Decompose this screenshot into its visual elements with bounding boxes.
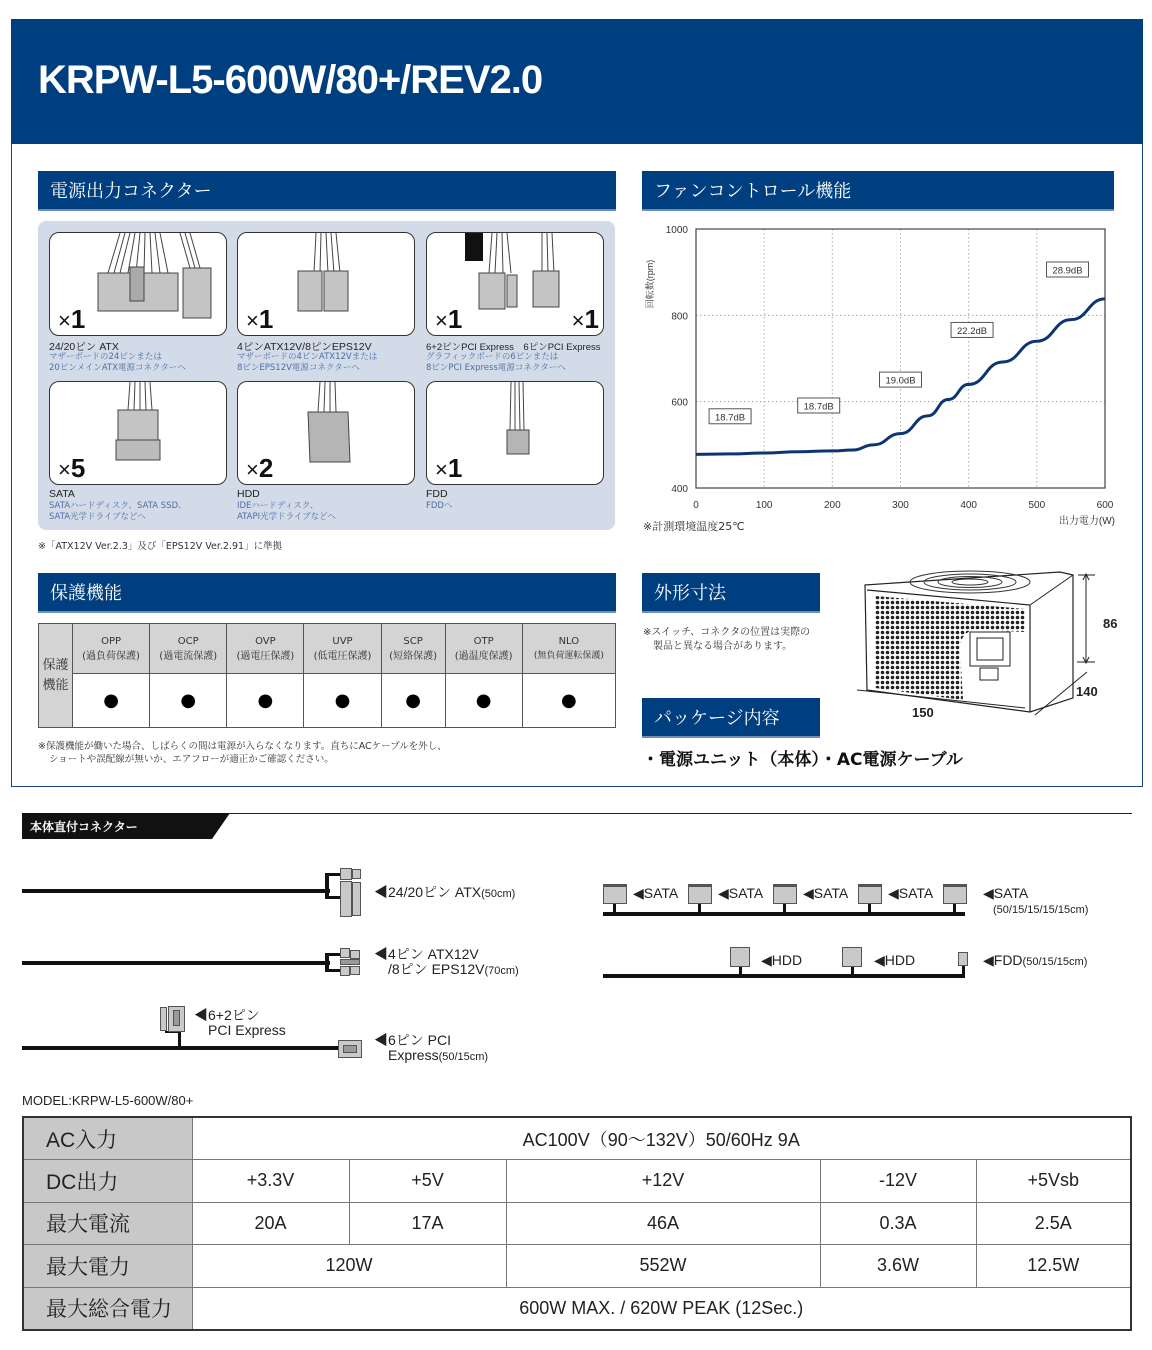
connector-desc: マザーボードの24ピンまたは 20ピンメインATX電源コネクターへ (49, 352, 186, 373)
connector-label: 4ピンATX12V/8ピンEPS12V (237, 341, 372, 353)
sata-label: ◀SATA (888, 885, 934, 901)
sata-label: ◀SATA (718, 885, 764, 901)
connectors-note: ※「ATX12V Ver.2.3」及び「EPS12V Ver.2.91」に準拠 (38, 541, 283, 552)
spec-cell: 600W MAX. / 620W PEAK (12Sec.) (192, 1287, 1131, 1330)
connectors-heading (38, 171, 616, 211)
connector-card-fdd (426, 381, 604, 485)
spec-row-label: AC入力 (23, 1117, 192, 1160)
hdd-connector-icon (842, 947, 862, 967)
eps-connector-icon (340, 948, 350, 958)
protection-col: OVP (過電圧保護) (227, 624, 304, 674)
spec-table (22, 1116, 1132, 1331)
spec-cell: 20A (192, 1202, 349, 1245)
connector-card-sata (49, 381, 227, 485)
spec-cell: 3.6W (820, 1245, 976, 1288)
eps-label: ◀4ピン ATX12V /8ピン EPS12V(70cm) (374, 946, 519, 977)
spec-cell: +5V (349, 1160, 506, 1203)
connector-qty-secondary: ×1 (571, 304, 599, 334)
dim-depth: 140 (1076, 684, 1098, 699)
connector-card-eps (237, 232, 415, 336)
x-tick-label: 500 (1028, 500, 1046, 511)
protection-mark: ● (73, 674, 150, 728)
y-tick-label: 400 (671, 484, 688, 495)
protection-table (38, 623, 616, 728)
y-axis-label: 回転数(rpm) (645, 259, 655, 309)
spec-row (23, 1160, 1131, 1203)
connector-card-atx (49, 232, 227, 336)
connector-desc: マザーボードの4ピンATX12Vまたは 8ピンEPS12V電源コネクターへ (237, 352, 378, 373)
fan-note: ※計測環境温度25℃ (643, 520, 745, 533)
protection-heading (38, 573, 616, 613)
x-tick-label: 300 (892, 500, 909, 511)
protection-mark: ● (445, 674, 522, 728)
package-heading-text: パッケージ内容 (654, 708, 780, 729)
connectors-panel (38, 221, 615, 530)
x-axis-label: 出力電力(W) (1058, 516, 1115, 527)
pcie-cable (22, 1046, 342, 1050)
db-annotation: 28.9dB (1052, 265, 1083, 277)
page-title: KRPW-L5-600W/80+/REV2.0 (38, 58, 543, 102)
protection-mark: ● (150, 674, 227, 728)
hdd-fdd-cable (603, 974, 965, 978)
x-tick-label: 400 (960, 500, 978, 511)
dim-width: 150 (912, 705, 934, 720)
spec-row (23, 1245, 1131, 1288)
dimensions-heading (642, 573, 820, 613)
spec-cell: 2.5A (976, 1202, 1131, 1245)
hdd-label: ◀HDD (874, 952, 916, 968)
protection-mark: ● (522, 674, 615, 728)
fdd-label: ◀FDD(50/15/15cm) (983, 952, 1088, 968)
spec-cell: 552W (506, 1245, 820, 1288)
y-tick-label: 600 (671, 397, 688, 409)
connector-label: 6+2ピンPCI Express 6ピンPCI Express (426, 342, 601, 353)
spec-row-label: 最大電流 (23, 1202, 192, 1245)
spec-cell: -12V (820, 1160, 976, 1203)
dimensions-heading-text: 外形寸法 (654, 583, 726, 604)
sata-connector-icon (858, 884, 882, 904)
protection-col: OPP (過負荷保護) (73, 624, 150, 674)
hdd-connector-icon (730, 947, 750, 967)
y-tick-label: 1000 (665, 225, 688, 236)
spec-row (23, 1202, 1131, 1245)
db-annotation: 18.7dB (803, 401, 834, 413)
x-tick-label: 0 (693, 500, 699, 511)
pcie-62-label: ◀6+2ピン PCI Express (194, 1007, 286, 1038)
protection-col: NLO (無負荷運転保護) (522, 624, 615, 674)
db-annotation: 18.7dB (715, 412, 746, 424)
protection-col: OTP (過温度保護) (445, 624, 522, 674)
dimensions-note: ※スイッチ、コネクタの位置は実際の 製品と異なる場合があります。 (643, 627, 811, 652)
connector-qty: ×1 (246, 304, 274, 334)
connector-label: SATA (49, 488, 75, 500)
hdd-label: ◀HDD (761, 952, 803, 968)
x-tick-label: 200 (823, 500, 841, 511)
connector-card-hdd (237, 381, 415, 485)
connector-label: HDD (237, 488, 260, 500)
fan-heading-text: ファンコントロール機能 (654, 181, 852, 202)
atx-cable (22, 889, 330, 893)
sata-connector-icon (943, 884, 967, 904)
connector-desc: SATAハードディスク、SATA SSD、 SATA光学ドライブなどへ (49, 501, 187, 522)
spec-row-label: 最大総合電力 (23, 1287, 192, 1330)
connector-desc: FDDへ (426, 501, 453, 511)
connector-qty: ×1 (435, 453, 463, 483)
spec-row-label: DC出力 (23, 1160, 192, 1203)
db-annotation: 19.0dB (885, 375, 916, 387)
db-annotation: 22.2dB (957, 325, 988, 337)
spec-cell: AC100V（90〜132V）50/60Hz 9A (192, 1117, 1131, 1160)
sata-connector-icon (688, 884, 712, 904)
protection-mark: ● (304, 674, 381, 728)
dim-height: 86 (1103, 616, 1118, 631)
connector-qty: ×2 (246, 453, 274, 483)
connectors-heading-text: 電源出力コネクター (50, 181, 212, 202)
protection-col: OCP (過電流保護) (150, 624, 227, 674)
package-heading (642, 698, 820, 738)
spec-row-label: 最大電力 (23, 1245, 192, 1288)
pcie-6-label: ◀6ピン PCI Express(50/15cm) (374, 1032, 489, 1063)
power-switch-icon (980, 668, 998, 680)
protection-row-label: 保護機能 (39, 624, 73, 728)
sata-last-label: ◀SATA (50/15/15/15/15cm) (983, 885, 1089, 916)
atx-label: ◀24/20ピン ATX(50cm) (374, 884, 516, 900)
psu-drawing (845, 560, 1135, 725)
connector-qty: ×1 (435, 304, 463, 334)
ac-inlet-icon (970, 632, 1010, 666)
connector-desc: グラフィックボードの6ピンまたは 8ピンPCI Express電源コネクターへ (426, 352, 566, 373)
model-label: MODEL:KRPW-L5-600W/80+ (22, 1093, 194, 1108)
protection-mark: ● (381, 674, 445, 728)
protection-heading-text: 保護機能 (50, 583, 122, 604)
spec-cell: 0.3A (820, 1202, 976, 1245)
spec-cell: +5Vsb (976, 1160, 1131, 1203)
fan-heading (642, 171, 1114, 211)
sata-connector-icon (603, 884, 627, 904)
spec-cell: 46A (506, 1202, 820, 1245)
eps-cable (22, 961, 330, 965)
pcie-62-connector-icon (160, 1007, 167, 1031)
spec-cell: 120W (192, 1245, 506, 1288)
connector-qty: ×1 (58, 304, 86, 334)
protection-col: UVP (低電圧保護) (304, 624, 381, 674)
x-tick-label: 100 (755, 500, 773, 511)
spec-cell: 17A (349, 1202, 506, 1245)
protection-mark: ● (227, 674, 304, 728)
x-tick-label: 600 (1096, 500, 1114, 511)
y-tick-label: 800 (671, 311, 688, 323)
sata-label: ◀SATA (633, 885, 679, 901)
spec-row (23, 1117, 1131, 1160)
connector-card-pcie (426, 232, 604, 336)
sata-label: ◀SATA (803, 885, 849, 901)
protection-note: ※保護機能が働いた場合、しばらくの間は電源が入らなくなります。直ちにACケーブルを外し、 ショートや誤配線が無いか、エアフローが適正かご確認ください。 (38, 741, 447, 765)
spec-cell: 12.5W (976, 1245, 1131, 1288)
package-contents: ・電源ユニット（本体）・AC電源ケーブル (642, 750, 963, 770)
direct-connectors-heading: 本体直付コネクター (30, 820, 138, 834)
spec-cell: +3.3V (192, 1160, 349, 1203)
spec-row (23, 1287, 1131, 1330)
connector-qty: ×5 (58, 453, 86, 483)
connector-label: FDD (426, 488, 448, 500)
sata-connector-icon (773, 884, 797, 904)
atx-connector-icon (340, 868, 352, 880)
spec-cell: +12V (506, 1160, 820, 1203)
fdd-connector-icon (958, 952, 968, 966)
connector-label: 24/20ピン ATX (49, 341, 119, 353)
protection-col: SCP (短絡保護) (381, 624, 445, 674)
connector-desc: IDEハードディスク、 ATAPI光学ドライブなどへ (237, 501, 336, 522)
